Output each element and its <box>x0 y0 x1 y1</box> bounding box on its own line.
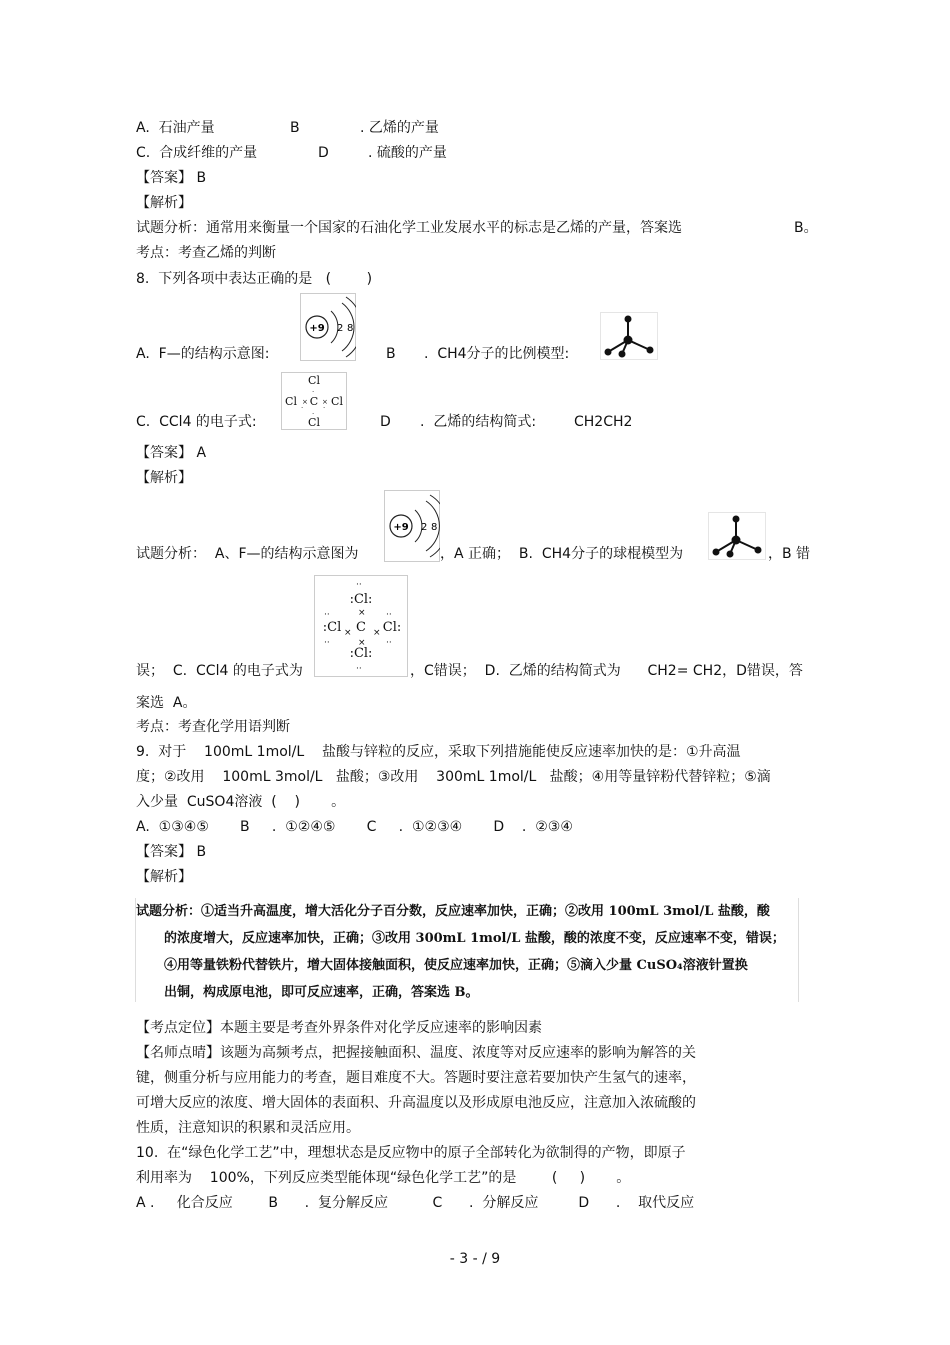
q7-option-d-text: . 硫酸的产量 <box>368 145 447 161</box>
q9-box-line1: 试题分析：①适当升高温度，增大活化分子百分数，反应速率加快，正确；②改用 100mL 3mol/L 盐酸，酸 <box>136 904 770 919</box>
q8-option-c: C. CCl4 的电子式: <box>136 414 257 430</box>
q9-kaodian: 【考点定位】本题主要是考查外界条件对化学反应速率的影响因素 <box>136 1020 542 1036</box>
q9-box-line3: ④用等量铁粉代替铁片，增大固体接触面积，使反应速率加快，正确；⑤滴入少量 CuSO₄溶液针置换 <box>164 958 748 973</box>
q8-option-a: A. F—的结构示意图: <box>136 346 270 362</box>
svg-text:C: C <box>309 395 319 408</box>
svg-text:×: × <box>373 628 381 638</box>
q7-option-b-letter: B <box>290 120 300 136</box>
q8-option-d-letter: D <box>380 414 391 430</box>
svg-text:×: × <box>302 398 308 406</box>
q10-stem-line1: 10. 在“绿色化学工艺”中，理想状态是反应物中的原子全部转化为欲制得的产物，即原子 <box>136 1145 686 1161</box>
nucleus-charge: +9 <box>309 323 325 334</box>
svg-text:C: C <box>356 620 366 635</box>
q9-jiexi-heading: 【解析】 <box>136 869 192 885</box>
q8-analysis-line2-a: 误； C. CCl4 的电子式为 <box>136 663 303 679</box>
q10-stem-line2: 利用率为 100%，下列反应类型能体现“绿色化学工艺”的是 ( ) 。 <box>136 1170 631 1186</box>
svg-text:×: × <box>322 398 328 406</box>
q9-box-line4: 出铜，构成原电池，即可反应速率，正确，答案选 B。 <box>164 985 479 1000</box>
q8-kaodian: 考点：考查化学用语判断 <box>136 719 290 735</box>
shell-1-count: 2 <box>337 323 344 334</box>
q7-option-d-letter: D <box>318 145 329 161</box>
ccl4-electron-formula-large <box>314 575 408 677</box>
atom-structure-diagram <box>300 293 356 361</box>
svg-text:··: ·· <box>386 638 392 648</box>
q9-stem-line1: 9. 对于 100mL 1mol/L 盐酸与锌粒的反应，采取下列措施能使反应速率加快的是：①升高温 <box>136 744 741 760</box>
q9-mingshi-line3: 可增大反应的浓度、增大固体的表面积、升高温度以及形成原电池反应，注意加入浓硫酸的 <box>136 1095 696 1111</box>
q7-answer: 【答案】 B <box>136 170 207 186</box>
svg-text:8: 8 <box>431 522 438 533</box>
page-number: - 3 - / 9 <box>449 1251 501 1267</box>
svg-text::Cl:: :Cl: <box>349 592 373 607</box>
q9-mingshi-line2: 键，侧重分析与应用能力的考查，题目难度不大。答题时要注意若要加快产生氢气的速率， <box>136 1070 696 1086</box>
q7-analysis: 试题分析：通常用来衡量一个国家的石油化学工业发展水平的标志是乙烯的产量，答案选 <box>136 220 682 236</box>
q8-stem: 8. 下列各项中表达正确的是 ( ) <box>136 271 373 287</box>
q9-box-line2: 的浓度增大，反应速率加快，正确；③改用 300mL 1mol/L 盐酸，酸的浓度不变，反应速率不变，错误； <box>164 931 785 946</box>
svg-text:·: · <box>312 410 315 418</box>
shell-2-count: 8 <box>347 323 354 334</box>
svg-text:Cl: Cl <box>285 395 297 408</box>
q10-options: A . 化合反应 B . 复分解反应 C . 分解反应 D . 取代反应 <box>136 1195 695 1211</box>
q7-kaodian: 考点：考查乙烯的判断 <box>136 245 276 261</box>
ccl4-electron-formula-small <box>281 372 347 430</box>
ch4-ball-stick-model-analysis <box>708 512 766 560</box>
q8-option-b-text: . CH4分子的比例模型: <box>424 346 570 362</box>
svg-text:··: ·· <box>356 664 362 674</box>
q8-analysis-line1-c: ，B 错 <box>768 546 811 562</box>
q9-mingshi-line1: 【名师点晴】该题为高频考点，把握接触面积、温度、浓度等对反应速率的影响为解答的关 <box>136 1045 696 1061</box>
svg-text:×: × <box>358 608 366 618</box>
svg-text:×: × <box>358 638 366 648</box>
q7-jiexi-heading: 【解析】 <box>136 195 192 211</box>
svg-text:×: × <box>344 628 352 638</box>
q9-analysis-image <box>135 898 799 1002</box>
svg-text:+9: +9 <box>393 522 409 533</box>
svg-text:·: · <box>301 404 304 412</box>
svg-text:Cl: Cl <box>308 416 320 429</box>
svg-text:Cl: Cl <box>331 395 343 408</box>
svg-text:Cl:: Cl: <box>382 620 402 635</box>
q8-analysis-line1-a: 试题分析： A、F—的结构示意图为 <box>136 546 359 562</box>
q9-mingshi-line4: 性质，注意知识的积累和灵活应用。 <box>136 1120 360 1136</box>
q9-stem-line3: 入少量 CuSO4溶液 ( ) 。 <box>136 794 346 810</box>
svg-text:2: 2 <box>421 522 428 533</box>
q8-option-d-text: . 乙烯的结构简式: <box>420 414 537 430</box>
q8-analysis-line3: 案选 A。 <box>136 695 197 711</box>
svg-text:··: ·· <box>386 610 392 620</box>
svg-text:·: · <box>312 388 315 396</box>
svg-text::Cl:: :Cl: <box>349 646 373 661</box>
q8-option-b-letter: B <box>386 346 396 362</box>
q7-analysis-end: B。 <box>794 220 818 236</box>
q8-option-d-formula: CH2CH2 <box>574 414 633 430</box>
q8-analysis-line2-b: ，C错误； D. 乙烯的结构简式为 CH2= CH2，D错误，答 <box>410 663 803 679</box>
svg-text:··: ·· <box>324 610 330 620</box>
q8-jiexi-heading: 【解析】 <box>136 470 192 486</box>
q7-option-c: C. 合成纤维的产量 <box>136 145 258 161</box>
q9-options: A. ①③④⑤ B . ①②④⑤ C . ①②③④ D . ②③④ <box>136 819 573 835</box>
svg-text:··: ·· <box>356 580 362 590</box>
ch4-ball-stick-model <box>600 312 658 360</box>
q8-answer: 【答案】 A <box>136 445 207 461</box>
q9-answer: 【答案】 B <box>136 844 207 860</box>
q8-analysis-line1-b: ，A 正确； B. CH4分子的球棍模型为 <box>440 546 684 562</box>
svg-text::Cl: :Cl <box>322 620 342 635</box>
svg-text:Cl: Cl <box>308 374 320 387</box>
q7-option-b-text: . 乙烯的产量 <box>360 120 439 136</box>
svg-text:·: · <box>323 404 326 412</box>
q7-option-a: A. 石油产量 <box>136 120 215 136</box>
q9-stem-line2: 度；②改用 100mL 3mol/L 盐酸；③改用 300mL 1mol/L 盐酸；④用等量锌粉代替锌粒；⑤滴 <box>136 769 771 785</box>
svg-text:··: ·· <box>324 638 330 648</box>
atom-structure-diagram-analysis <box>384 490 440 562</box>
